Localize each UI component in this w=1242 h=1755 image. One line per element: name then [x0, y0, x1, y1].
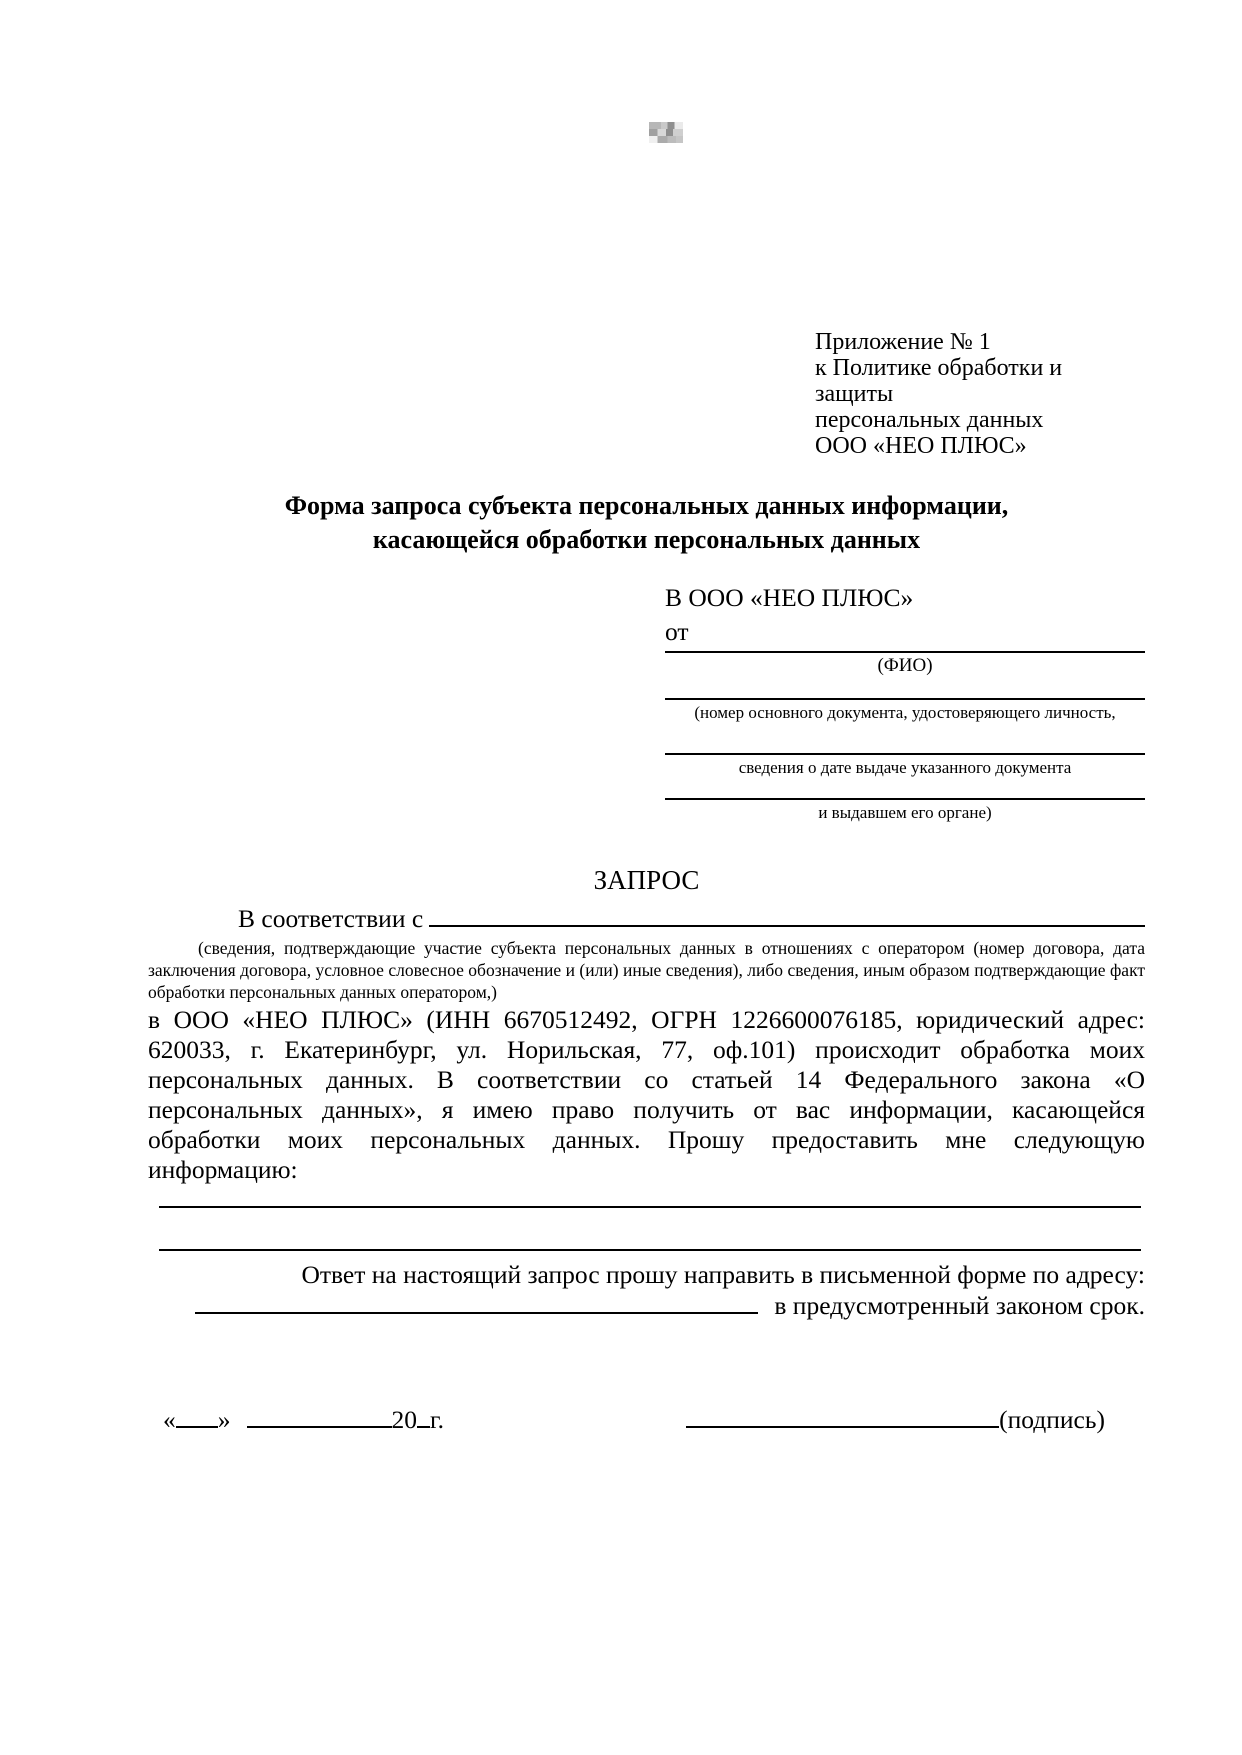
title-line-2: касающейся обработки персональных данных [372, 525, 921, 554]
year-prefix: 20 [391, 1405, 417, 1434]
month-blank-line [247, 1406, 392, 1428]
doc-date-blank-line [665, 723, 1145, 755]
reply-address-text: Ответ на настоящий запрос прошу направить в письменной форме по адресу: [301, 1260, 1145, 1289]
doc-issuer-blank-line [665, 778, 1145, 800]
title-line-1: Форма запроса субъекта персональных данных информации, [284, 491, 1009, 520]
close-quote: » [217, 1405, 231, 1434]
appendix-line: персональных данных [815, 407, 1044, 433]
doc-issuer-caption: и выдавшем его органе) [818, 803, 992, 822]
logo-stripe [649, 122, 683, 129]
body-paragraph: в ООО «НЕО ПЛЮС» (ИНН 6670512492, ОГРН 1226600076185, юридический адрес: 620033, г. Екатеринбург, ул. Норильская, 77, оф.101) происходит обработка моих персональных данных. В соответствии со статьей 14 Федерального закона «О персональных данных», я имею право получить от вас информации, касающейся обработки моих персональных данных. Прошу предоставить мне следующую информацию: [148, 1005, 1145, 1184]
document-logo-placeholder [649, 122, 683, 143]
intro-blank-line [429, 903, 1145, 927]
doc-number-field [665, 678, 1145, 723]
signature-caption: (подпись) [999, 1405, 1105, 1434]
info-blank-line-1 [159, 1185, 1141, 1208]
reply-deadline-row [148, 1290, 1145, 1321]
doc-date-field [665, 723, 1145, 778]
signature-field [686, 1405, 1105, 1435]
addressee-to: В ООО «НЕО ПЛЮС» [665, 583, 914, 612]
year-blank-line [417, 1406, 430, 1428]
footnote-text: (сведения, подтверждающие участие субъекта персональных данных в отношениях с оператором (номер договора, дата заключения договора, условное словесное обозначение и (или) иные сведения), либо сведения, иным образом подтверждающие факт обработки персональных данных оператором,) [148, 938, 1145, 1002]
year-suffix-label: г. [430, 1405, 444, 1434]
fio-blank-line [665, 645, 1145, 653]
day-blank-line [176, 1406, 218, 1428]
doc-date-caption: сведения о дате выдаче указанного документа [738, 758, 1072, 777]
addressee-from-label: от [665, 617, 689, 646]
logo-stripe [649, 136, 683, 143]
document-title [148, 489, 1145, 557]
address-blank-line [195, 1290, 758, 1314]
fio-field [665, 645, 1145, 678]
appendix-line: Приложение № 1 [815, 329, 991, 355]
intro-row [148, 903, 1145, 934]
signature-blank-line [686, 1406, 999, 1428]
open-quote: « [163, 1405, 176, 1434]
date-field [163, 1405, 444, 1435]
doc-number-caption: (номер основного документа, удостоверяющего личность, [694, 703, 1116, 722]
logo-stripe [649, 129, 683, 136]
doc-issuer-field [665, 778, 1145, 823]
reply-deadline-text: в предусмотренный законом срок. [774, 1291, 1145, 1320]
doc-number-blank-line [665, 678, 1145, 700]
request-heading: ЗАПРОС [593, 865, 700, 895]
appendix-block [815, 329, 1145, 459]
appendix-line: ООО «НЕО ПЛЮС» [815, 433, 1027, 459]
appendix-line: к Политике обработки и защиты [815, 355, 1063, 407]
info-blank-line-2 [159, 1208, 1141, 1251]
addressee-block [665, 583, 1145, 823]
fio-caption: (ФИО) [877, 655, 933, 676]
intro-label: В соответствии с [238, 904, 424, 933]
signature-row [148, 1405, 1145, 1435]
